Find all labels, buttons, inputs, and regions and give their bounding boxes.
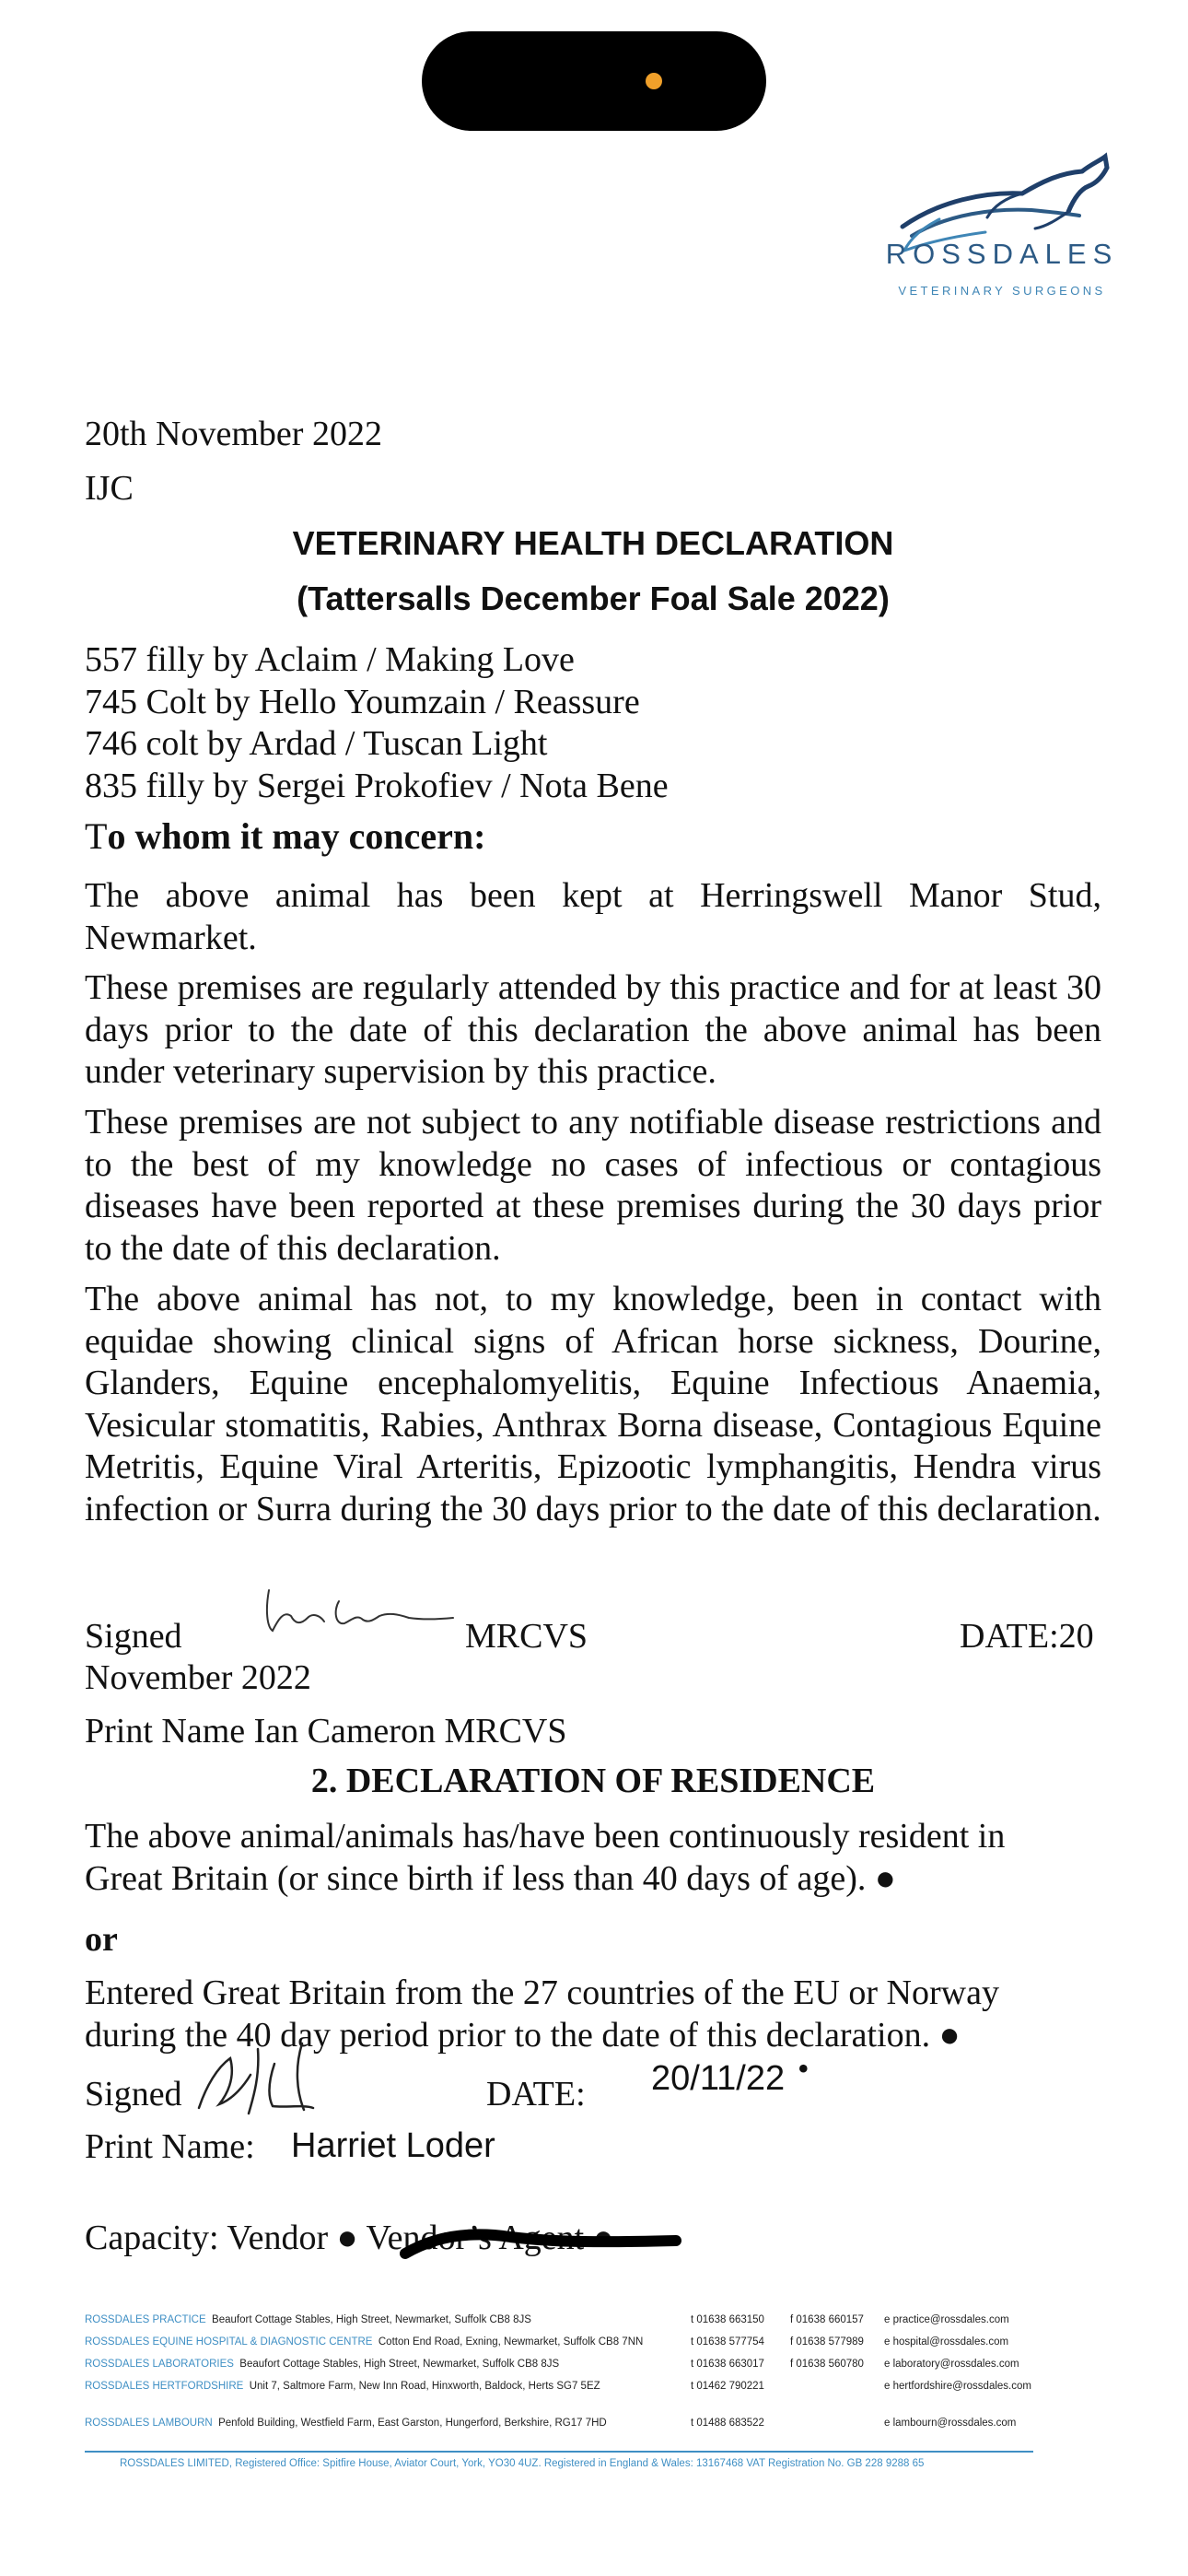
footer-branch-address: Cotton End Road, Exning, Newmarket, Suffolk CB8 7NN bbox=[378, 2336, 644, 2348]
page-subtitle: (Tattersalls December Foal Sale 2022) bbox=[297, 580, 890, 617]
footer-fax: f 01638 577989 bbox=[790, 2336, 864, 2348]
vet-qualification: MRCVS bbox=[465, 1617, 588, 1656]
footer-row bbox=[85, 2359, 559, 2370]
lot-line: 746 colt by Ardad / Tuscan Light bbox=[85, 724, 548, 763]
page-title: VETERINARY HEALTH DECLARATION bbox=[292, 524, 894, 562]
footer-registered-office: ROSSDALES LIMITED, Registered Office: Spitfire House, Aviator Court, York, YO30 4UZ. Registered in England & Wales: 13167468 VAT Registration No. GB 228 9288 65 bbox=[120, 2458, 925, 2469]
footer-tel: t 01638 663150 bbox=[691, 2314, 764, 2325]
salutation bbox=[85, 814, 485, 859]
dynamic-island bbox=[422, 31, 766, 131]
footer-branch-name: ROSSDALES PRACTICE bbox=[85, 2314, 206, 2325]
lot-line: 557 filly by Aclaim / Making Love bbox=[85, 640, 575, 679]
agent-date-label: DATE: bbox=[486, 2075, 586, 2113]
footer-row bbox=[85, 2336, 643, 2348]
body-paragraph: The above animal has been kept at Herringswell Manor Stud, Newmarket. bbox=[85, 876, 1101, 957]
residence-heading: 2. DECLARATION OF RESIDENCE bbox=[310, 1762, 876, 1800]
capacity-line: Capacity: Vendor ● Vendor’s Agent ● bbox=[85, 2219, 614, 2257]
agent-date-value: 20/11/22 bbox=[651, 2059, 786, 2098]
agent-date-mark: • bbox=[798, 2050, 809, 2087]
logo-name: ROSSDALES bbox=[885, 238, 1119, 270]
footer-branch-address: Beaufort Cottage Stables, High Street, Newmarket, Suffolk CB8 8JS bbox=[239, 2359, 560, 2370]
body-paragraph: These premises are not subject to any notifiable disease restrictions and to the best of my knowledge no cases of infectious or contagious diseases have been reported at these premises during the 30 days prior to the date of this declaration. bbox=[85, 1103, 1101, 1268]
agent-signed-label: Signed bbox=[85, 2075, 182, 2113]
footer-branch-name: ROSSDALES HERTFORDSHIRE bbox=[85, 2381, 244, 2392]
footer-row bbox=[85, 2381, 600, 2392]
footer-branch-name: ROSSDALES LABORATORIES bbox=[85, 2359, 234, 2370]
footer-row bbox=[85, 2418, 607, 2429]
agent-signature-image bbox=[193, 2031, 378, 2123]
vet-print-name: Print Name Ian Cameron MRCVS bbox=[85, 1712, 567, 1751]
salutation-initial: T bbox=[85, 815, 108, 857]
logo-tagline: VETERINARY SURGEONS bbox=[898, 284, 1106, 298]
privacy-indicator-dot bbox=[646, 73, 662, 89]
vet-signature-image bbox=[260, 1583, 462, 1647]
lot-line: 745 Colt by Hello Youmzain / Reassure bbox=[85, 683, 640, 721]
agent-print-value: Harriet Loder bbox=[291, 2126, 495, 2165]
body-paragraph: The above animal has not, to my knowledge, been in contact with equidae showing clinical signs of African horse sickness, Dourine, Glanders, Equine encephalomyelitis, Equine Infectious Anaemia, Vesicular stomatitis, Rabies, Anthrax Borna disease, Contagious Equine Metritis, Equine Viral Arteritis, Epizootic lymphangitis, Hendra virus infection or Surra during the 30 days prior to the date of this declaration. bbox=[85, 1280, 1101, 1528]
footer-branch-address: Penfold Building, Westfield Farm, East Garston, Hungerford, Berkshire, RG17 7HD bbox=[218, 2418, 607, 2429]
footer-email: e laboratory@rossdales.com bbox=[884, 2359, 1019, 2370]
footer-fax: f 01638 660157 bbox=[790, 2314, 864, 2325]
vet-date-label: DATE:20 bbox=[960, 1617, 1094, 1656]
reference-initials: IJC bbox=[85, 469, 134, 508]
footer-branch-address: Beaufort Cottage Stables, High Street, Newmarket, Suffolk CB8 8JS bbox=[212, 2314, 531, 2325]
footer-row bbox=[85, 2314, 531, 2325]
agent-print-label: Print Name: bbox=[85, 2127, 255, 2166]
salutation-rest: o whom it may concern: bbox=[107, 815, 486, 857]
residence-paragraph: Entered Great Britain from the 27 countries of the EU or Norway during the 40 day period prior to the date of this declaration. ● bbox=[85, 1973, 999, 2055]
vet-signed-label: Signed bbox=[85, 1617, 182, 1656]
footer-tel: t 01488 683522 bbox=[691, 2418, 764, 2429]
footer-tel: t 01638 663017 bbox=[691, 2359, 764, 2370]
residence-or: or bbox=[85, 1920, 118, 1959]
letter-date: 20th November 2022 bbox=[85, 415, 382, 453]
vet-date-continuation: November 2022 bbox=[85, 1658, 311, 1697]
footer-branch-name: ROSSDALES EQUINE HOSPITAL & DIAGNOSTIC CENTRE bbox=[85, 2336, 373, 2348]
footer-branch-address: Unit 7, Saltmore Farm, New Inn Road, Hinxworth, Baldock, Herts SG7 5EZ bbox=[249, 2381, 600, 2392]
footer-email: e hertfordshire@rossdales.com bbox=[884, 2381, 1031, 2392]
footer-email: e lambourn@rossdales.com bbox=[884, 2418, 1017, 2429]
footer-branch-name: ROSSDALES LAMBOURN bbox=[85, 2418, 213, 2429]
footer-tel: t 01462 790221 bbox=[691, 2381, 764, 2392]
lot-line: 835 filly by Sergei Prokofiev / Nota Bene bbox=[85, 767, 669, 805]
footer-divider bbox=[85, 2451, 1033, 2453]
body-paragraph: These premises are regularly attended by this practice and for at least 30 days prior to the date of this declaration the above animal has been under veterinary supervision by this practice. bbox=[85, 968, 1101, 1091]
footer-email: e practice@rossdales.com bbox=[884, 2314, 1009, 2325]
footer-email: e hospital@rossdales.com bbox=[884, 2336, 1009, 2348]
footer-fax: f 01638 560780 bbox=[790, 2359, 864, 2370]
footer-tel: t 01638 577754 bbox=[691, 2336, 764, 2348]
residence-paragraph: The above animal/animals has/have been continuously resident in Great Britain (or since birth if less than 40 days of age). ● bbox=[85, 1817, 1006, 1898]
strikethrough-scribble bbox=[400, 2215, 694, 2270]
